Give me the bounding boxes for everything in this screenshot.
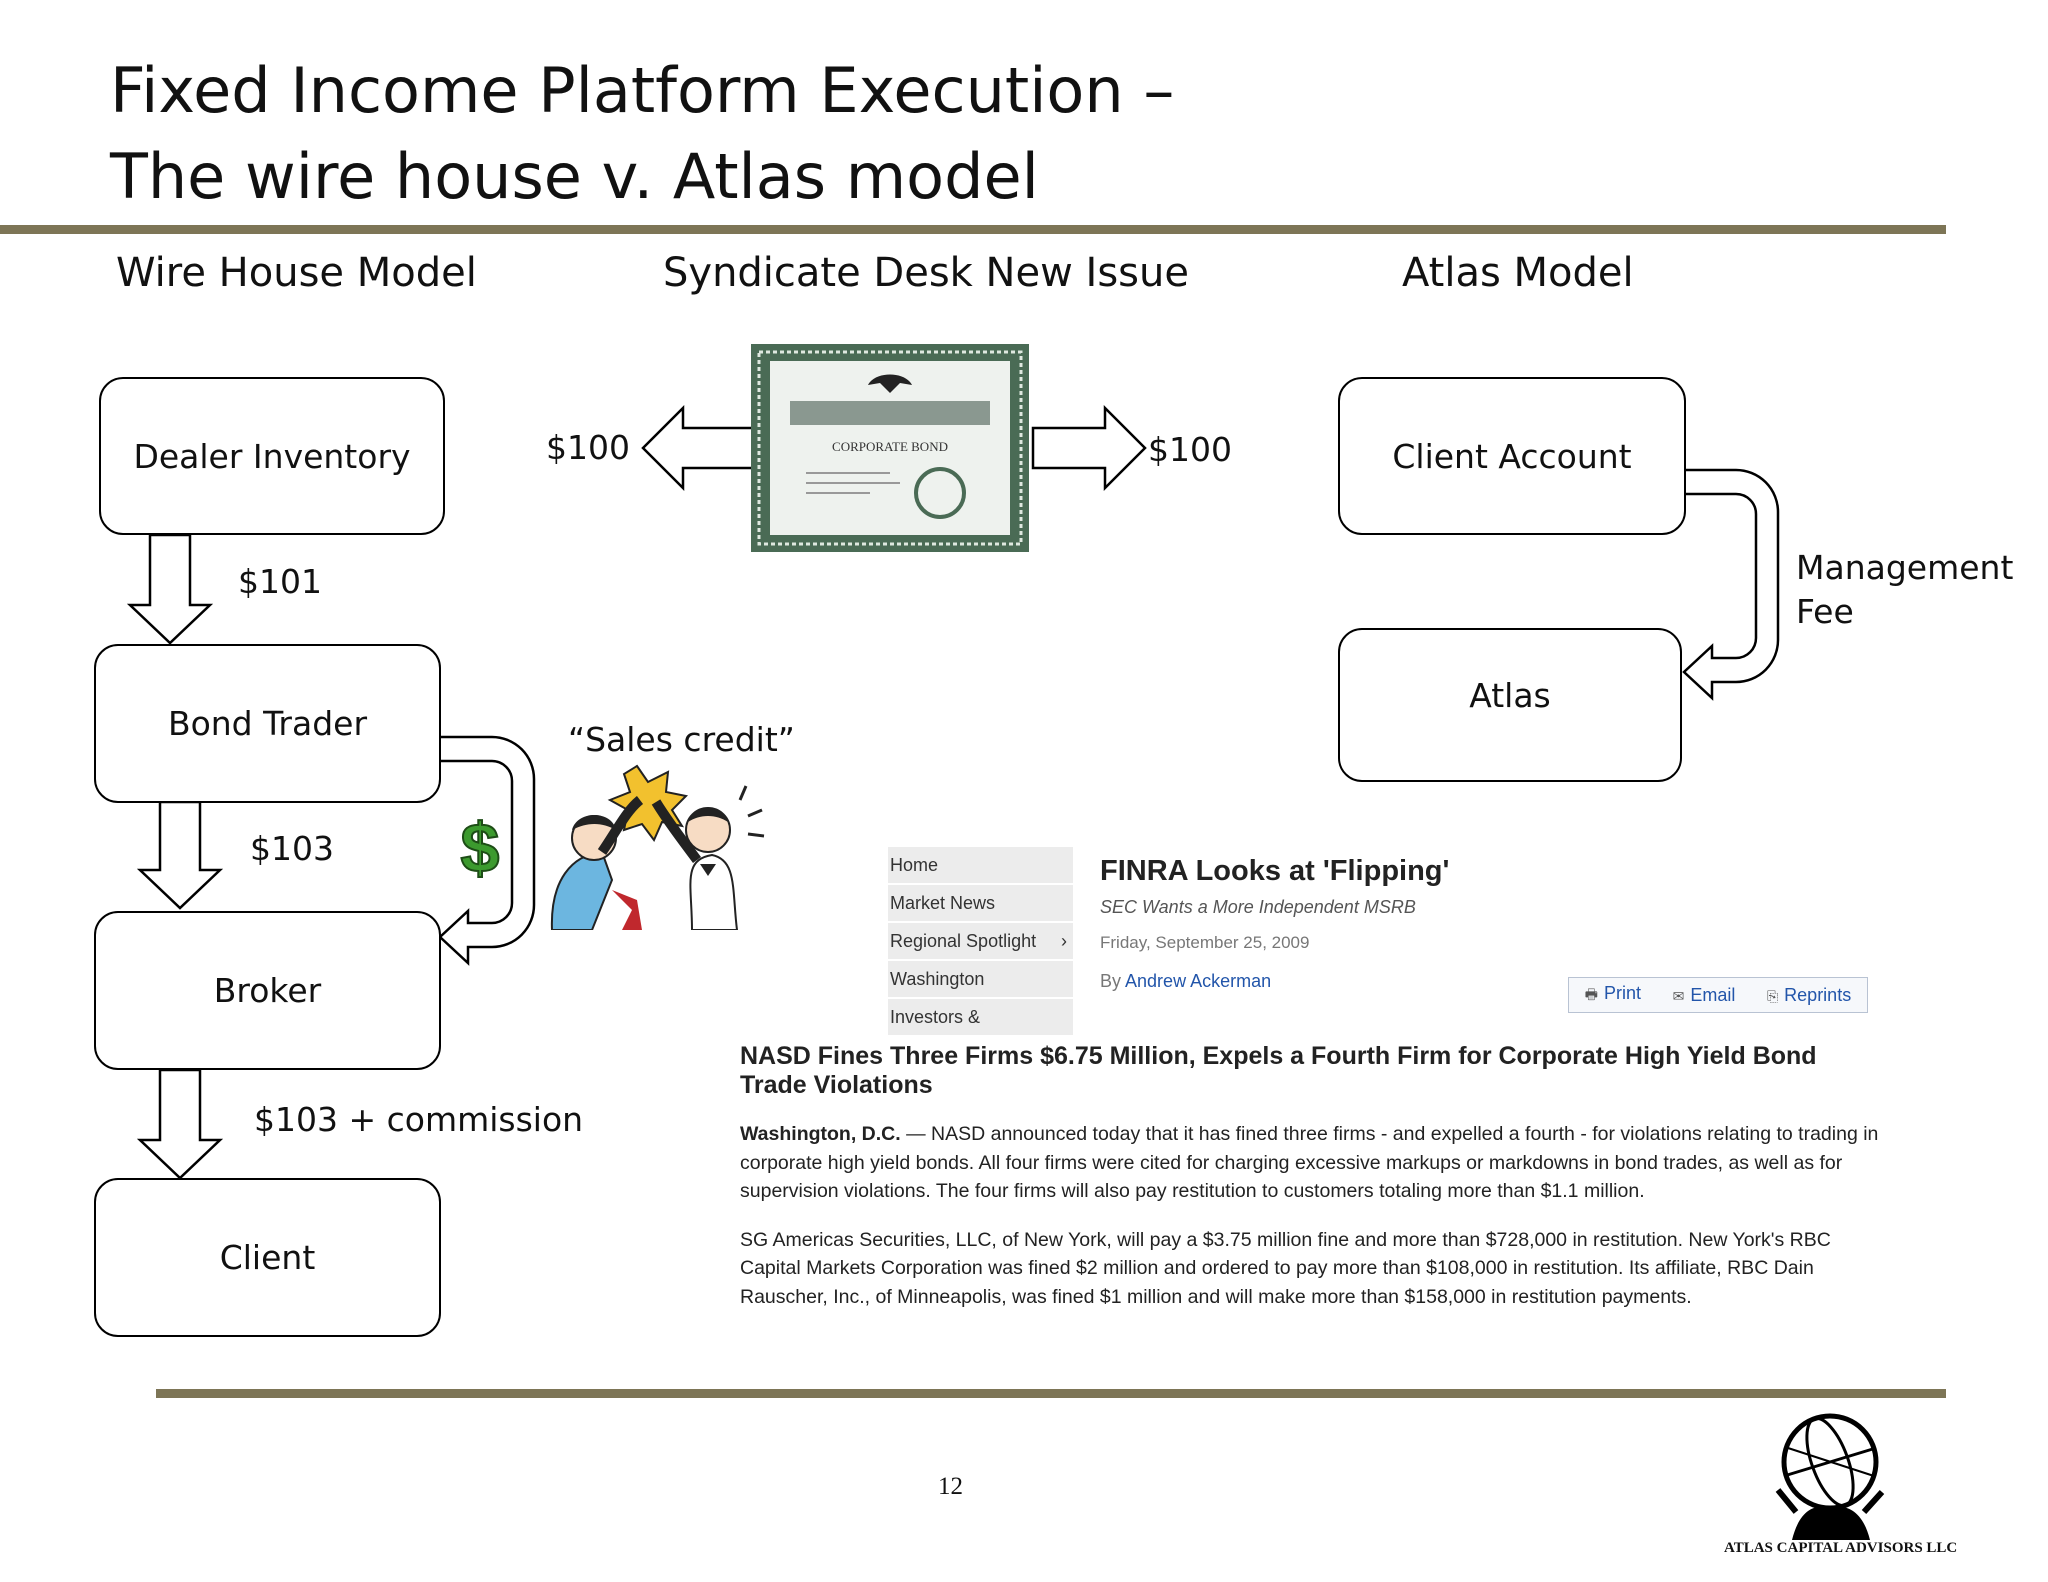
footer-company-name: ATLAS CAPITAL ADVISORS LLC xyxy=(1724,1540,1958,1556)
nav-item-regional-spotlight-label: Regional Spotlight xyxy=(890,931,1037,951)
nasd-paragraph-1 xyxy=(740,1120,1890,1206)
page-number: 12 xyxy=(938,1473,963,1500)
management-fee-label-2: Fee xyxy=(1796,592,1854,631)
finra-date: Friday, September 25, 2009 xyxy=(1100,933,1310,952)
title-line-2: The wire house v. Atlas model xyxy=(110,140,1039,213)
finra-headline[interactable]: FINRA Looks at 'Flipping' xyxy=(1100,855,1450,887)
envelope-icon: ✉ xyxy=(1672,987,1685,1004)
sales-credit-label: “Sales credit” xyxy=(568,720,795,759)
svg-text:$: $ xyxy=(460,814,500,884)
price-label-103: $103 xyxy=(250,829,334,868)
printer-icon: 🖶 xyxy=(1584,985,1599,1002)
reprints-label: Reprints xyxy=(1784,984,1852,1005)
footer-rule xyxy=(156,1389,1946,1398)
finra-byline xyxy=(1100,971,1271,992)
atlas-globe-logo-icon xyxy=(1770,1412,1894,1540)
nasd-paragraph-1-text: — NASD announced today that it has fined three firms - and expelled a fourth - for violations relating to trading in corporate high yield bonds. All four firms were cited for charging excessive markups or markdowns in bond trades, as well as for supervision violations. The four firms will also pay restitution to customers totaling more than $1.1 million. xyxy=(740,1123,1879,1202)
atlas-box: Atlas xyxy=(1338,628,1682,782)
dealer-inventory-box: Dealer Inventory xyxy=(99,377,445,535)
management-fee-label-1: Management xyxy=(1796,548,2014,587)
copy-icon: ⎘ xyxy=(1766,987,1779,1004)
arrow-inventory-to-trader xyxy=(130,535,210,643)
nav-item-washington[interactable]: Washington xyxy=(888,961,1073,999)
syndicate-left-price: $100 xyxy=(546,428,630,467)
syndicate-right-price: $100 xyxy=(1148,430,1232,469)
finra-article-clipping xyxy=(888,827,1908,1032)
arrow-syndicate-right xyxy=(1033,408,1145,488)
finra-tools-bar xyxy=(1568,977,1868,1013)
finra-by-prefix: By xyxy=(1100,971,1122,991)
nav-item-regional-spotlight[interactable] xyxy=(888,923,1073,961)
dollar-sign-icon xyxy=(450,814,510,884)
title-line-1: Fixed Income Platform Execution – xyxy=(110,54,1175,127)
email-label: Email xyxy=(1690,984,1736,1005)
finra-subhead: SEC Wants a More Independent MSRB xyxy=(1100,897,1416,917)
arrow-broker-to-client xyxy=(140,1070,220,1178)
high-five-clipart-icon xyxy=(532,760,772,930)
wire-house-heading: Wire House Model xyxy=(116,250,477,296)
finra-author-link[interactable]: Andrew Ackerman xyxy=(1125,971,1272,991)
syndicate-heading: Syndicate Desk New Issue xyxy=(663,250,1189,296)
arrow-syndicate-left xyxy=(643,408,756,488)
price-label-101: $101 xyxy=(238,562,322,601)
nav-item-investors[interactable]: Investors & xyxy=(888,999,1073,1037)
client-account-box: Client Account xyxy=(1338,377,1686,535)
nav-item-home[interactable]: Home xyxy=(888,847,1073,885)
broker-box: Broker xyxy=(94,911,441,1070)
nav-item-market-news[interactable]: Market News xyxy=(888,885,1073,923)
arrow-trader-to-broker xyxy=(140,802,220,908)
price-label-commission: $103 + commission xyxy=(254,1100,584,1139)
nasd-title: NASD Fines Three Firms $6.75 Million, Expels a Fourth Firm for Corporate High Yield Bond Trade Violations xyxy=(740,1042,1817,1099)
nasd-dateline: Washington, D.C. xyxy=(740,1123,901,1145)
bond-trader-box: Bond Trader xyxy=(94,644,441,803)
print-label: Print xyxy=(1604,982,1642,1003)
finra-nav xyxy=(888,847,1073,1037)
atlas-heading: Atlas Model xyxy=(1402,250,1634,296)
email-button[interactable] xyxy=(1673,985,1736,1006)
print-button[interactable] xyxy=(1585,983,1641,1008)
nasd-press-release-clipping xyxy=(740,1042,1890,1311)
certificate-heading: CORPORATE BOND xyxy=(832,439,948,454)
corporate-bond-certificate xyxy=(750,343,1030,553)
nasd-paragraph-2: SG Americas Securities, LLC, of New York, will pay a $3.75 million fine and more than $728,000 in restitution. New York's RBC Capital Markets Corporation was fined $2 million and ordered to pay more than $108,000 in restitution. Its affiliate, RBC Dain Rauscher, Inc., of Minneapolis, was fined $1 million and will make more than $158,000 in restitution payments. xyxy=(740,1228,1831,1308)
chevron-right-icon: › xyxy=(1061,931,1067,951)
reprints-button[interactable] xyxy=(1767,985,1851,1006)
client-box: Client xyxy=(94,1178,441,1337)
management-fee-connector xyxy=(1682,470,1778,698)
